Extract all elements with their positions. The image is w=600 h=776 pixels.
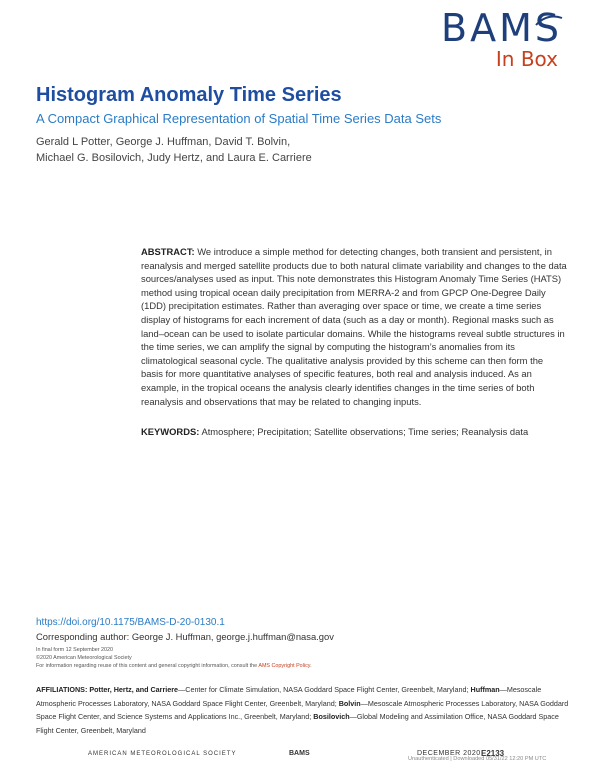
- publication-notes: [36, 646, 312, 670]
- article-title: Histogram Anomaly Time Series: [36, 84, 342, 106]
- affiliation-text: —Global Modeling and Assimilation Office, NASA Goddard Space Flight Center, Greenbelt, Maryland: [36, 712, 559, 736]
- footer-journal: BAMS: [289, 750, 310, 757]
- abstract-label: ABSTRACT:: [141, 246, 195, 257]
- author-list: [36, 134, 312, 166]
- final-form-date: In final form 12 September 2020: [36, 647, 114, 653]
- corresponding-author: Corresponding author: George J. Huffman, george.j.huffman@nasa.gov: [36, 631, 334, 642]
- bams-logo-subtitle: In Box: [495, 47, 558, 71]
- affiliation-text: —Center for Climate Simulation, NASA Goddard Space Flight Center, Greenbelt, Maryland;: [178, 685, 469, 694]
- reuse-text: For information regarding reuse of this content and general copyright information, consult the: [36, 663, 258, 669]
- copyright-notice: ©2020 American Meteorological Society: [36, 655, 132, 661]
- doi-link[interactable]: https://doi.org/10.1175/BAMS-D-20-0130.1: [36, 617, 225, 628]
- affiliations: [36, 683, 570, 738]
- reuse-suffix: .: [310, 663, 312, 669]
- affiliation-name: Potter, Hertz, and Carriere: [89, 685, 179, 694]
- author-line: Gerald L Potter, George J. Huffman, David T. Bolvin,: [36, 136, 291, 148]
- affiliation-name: Huffman: [470, 685, 500, 694]
- keywords: [141, 425, 567, 438]
- download-stamp: Unauthenticated | Downloaded 05/31/22 12:20 PM UTC: [408, 756, 547, 762]
- article-subtitle: A Compact Graphical Representation of Spatial Time Series Data Sets: [36, 111, 442, 126]
- reuse-notice: [36, 662, 312, 670]
- footer-date: DECEMBER 2020: [417, 750, 481, 757]
- affiliation-text: —Mesoscale Atmospheric Processes Laboratory, NASA Goddard Space Flight Center, and Science Systems and Applications Inc., Greenbelt, Maryland;: [36, 698, 569, 722]
- copyright-policy-link[interactable]: AMS Copyright Policy: [258, 663, 311, 669]
- logo-swoosh-icon: [534, 14, 564, 28]
- affiliation-name: Bosilovich: [313, 712, 350, 722]
- keywords-label: KEYWORDS:: [141, 426, 200, 437]
- footer-page-number: E2133: [481, 749, 505, 758]
- bams-logo: [441, 8, 562, 70]
- footer-society: AMERICAN METEOROLOGICAL SOCIETY: [88, 751, 237, 757]
- abstract: [141, 245, 567, 408]
- author-line: Michael G. Bosilovich, Judy Hertz, and Laura E. Carriere: [36, 152, 312, 164]
- bams-logo-text: BAMS: [441, 6, 562, 50]
- page-footer: [0, 748, 600, 768]
- keywords-text: Atmosphere; Precipitation; Satellite observations; Time series; Reanalysis data: [201, 426, 529, 437]
- affiliation-text: —Mesoscale Atmospheric Processes Laboratory, NASA Goddard Space Flight Center, Greenbelt, Maryland;: [36, 685, 542, 708]
- abstract-text: We introduce a simple method for detecting changes, both transient and persistent, in reanalysis and merged satellite products due to both natural climate variability and changes to the data sources/analyses used as input. This note demonstrates this Histogram Anomaly Time Series (HATS) method using tropical ocean daily precipitation from MERRA-2 and from GPCP One-Degree Daily (1DD) precipitation estimates. Rather than averaging over space or time, we create a time series display of histograms for each increment of data (such as a day or month). Regional masks such as land–ocean can be used to isolate particular domains. While the histograms reveal subtle structures in the time series, we can amplify the signal by computing the histogram’s anomalies from its climatological seasonal cycle. The qualitative analysis provided by this scheme can then form the basis for more quantitative analyses of specific features, both real and analysis induced. As an example, in the tropical oceans the analysis clearly identifies changes in the time series of both reanalysis and observations that may be related to changing inputs.: [141, 246, 567, 407]
- affiliations-label: AFFILIATIONS:: [36, 685, 88, 694]
- affiliation-name: Bolvin: [338, 698, 361, 708]
